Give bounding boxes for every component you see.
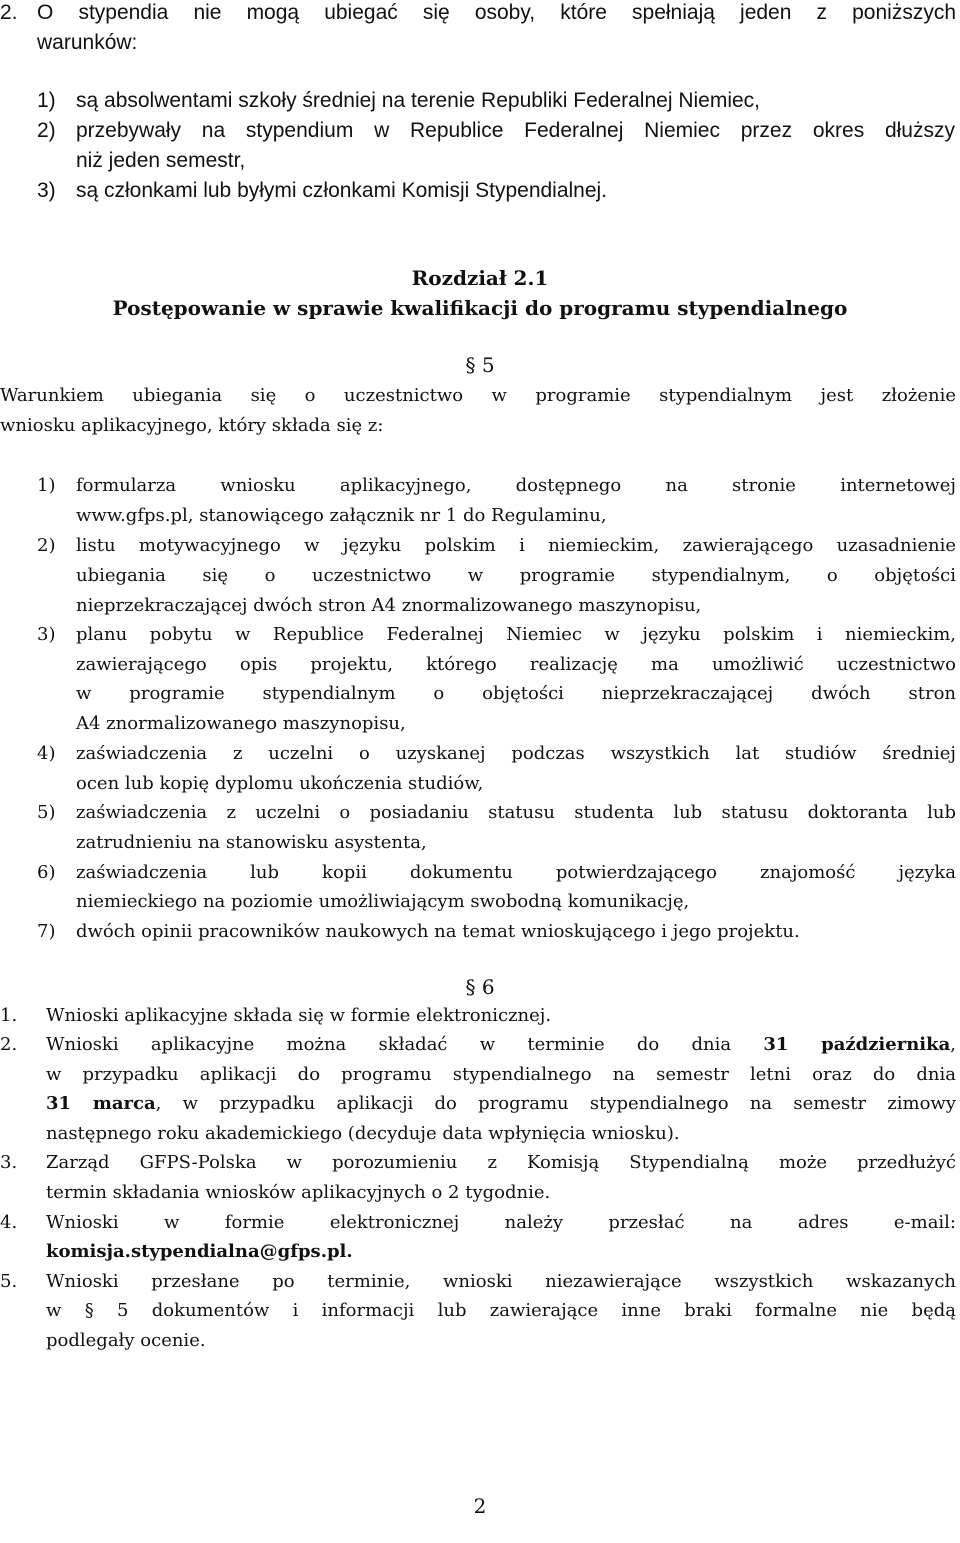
point-text: w przypadku aplikacji do programu stypendialnego na semestr letni oraz do dnia bbox=[46, 1064, 956, 1085]
page-number: 2 bbox=[473, 1494, 487, 1518]
section-sign: § bbox=[465, 353, 476, 377]
section-2-number: 2. bbox=[0, 1, 18, 24]
list-item: A4 znormalizowanego maszynopisu, bbox=[76, 713, 406, 734]
section-sign: § bbox=[84, 1300, 94, 1321]
point-text: podlegały ocenie. bbox=[46, 1330, 206, 1351]
list-item: w programie stypendialnym o objętości nieprzekraczającej dwóch stron bbox=[76, 683, 956, 704]
list-item: zaświadczenia lub kopii dokumentu potwierdzającego znajomość języka bbox=[76, 862, 956, 883]
list-item: formularza wniosku aplikacyjnego, dostępnego na stronie internetowej bbox=[76, 475, 956, 496]
paragraph-5-intro-line1: Warunkiem ubiegania się o uczestnictwo w programie stypendialnym jest złożenie bbox=[0, 385, 956, 406]
list-number: 1) bbox=[37, 89, 56, 112]
point-number: 2. bbox=[0, 1034, 18, 1055]
list-number: 7) bbox=[37, 921, 56, 942]
list-item: zatrudnieniu na stanowisku asystenta, bbox=[76, 832, 427, 853]
list-number: 3) bbox=[37, 624, 56, 645]
section-2-line1: O stypendia nie mogą ubiegać się osoby, które spełniają jeden z poniższych bbox=[37, 1, 956, 24]
list-item: zaświadczenia z uczelni o posiadaniu statusu studenta lub statusu doktoranta lub bbox=[76, 802, 956, 823]
point-number: 1. bbox=[0, 1005, 18, 1026]
list-item: zaświadczenia z uczelni o uzyskanej podczas wszystkich lat studiów średniej bbox=[76, 743, 956, 764]
point-text bbox=[46, 1300, 956, 1321]
point-text: Wnioski w formie elektronicznej należy przesłać na adres e-mail: bbox=[46, 1212, 956, 1233]
list-item: planu pobytu w Republice Federalnej Niemiec w języku polskim i niemieckim, bbox=[76, 624, 956, 645]
point-number: 4. bbox=[0, 1212, 18, 1233]
list-number: 2) bbox=[37, 535, 56, 556]
list-item: zawierającego opis projektu, którego realizację ma umożliwić uczestnictwo bbox=[76, 654, 956, 675]
list-number: 2) bbox=[37, 119, 56, 142]
point-text: następnego roku akademickiego (decyduje data wpłynięcia wniosku). bbox=[46, 1123, 680, 1144]
point-text bbox=[46, 1034, 956, 1055]
point-text: Wnioski aplikacyjne składa się w formie elektronicznej. bbox=[46, 1005, 552, 1026]
list-item: ubiegania się o uczestnictwo w programie stypendialnym, o objętości bbox=[76, 565, 956, 586]
point-text: Zarząd GFPS-Polska w porozumieniu z Komisją Stypendialną może przedłużyć bbox=[46, 1152, 956, 1173]
point-number: 5. bbox=[0, 1271, 18, 1292]
point-text-part: w bbox=[46, 1300, 85, 1321]
paragraph-5-intro-line2: wniosku aplikacyjnego, który składa się z: bbox=[0, 415, 384, 436]
list-item: dwóch opinii pracowników naukowych na temat wnioskującego i jego projektu. bbox=[76, 921, 800, 942]
list-item: są członkami lub byłymi członkami Komisji Stypendialnej. bbox=[76, 179, 608, 202]
section-2-line2: warunków: bbox=[37, 31, 138, 54]
deadline-autumn: 31 października bbox=[763, 1034, 951, 1055]
point-text: Wnioski przesłane po terminie, wnioski niezawierające wszystkich wskazanych bbox=[46, 1271, 956, 1292]
point-text-part: , w przypadku aplikacji do programu stypendialnego na semestr zimowy bbox=[155, 1093, 956, 1114]
list-item: listu motywacyjnego w języku polskim i niemieckim, zawierającego uzasadnienie bbox=[76, 535, 956, 556]
list-item: ocen lub kopię dyplomu ukończenia studiów, bbox=[76, 773, 484, 794]
list-item: przebywały na stypendium w Republice Federalnej Niemiec przez okres dłuższy bbox=[76, 119, 955, 142]
point-number: 3. bbox=[0, 1152, 18, 1173]
email-address[interactable]: komisja.stypendialna@gfps.pl. bbox=[46, 1241, 353, 1262]
list-number: 4) bbox=[37, 743, 56, 764]
list-number: 6) bbox=[37, 862, 56, 883]
point-text-part: 5 dokumentów i informacji lub zawierające inne braki formalne nie będą bbox=[93, 1300, 956, 1321]
point-text: termin składania wniosków aplikacyjnych o 2 tygodnie. bbox=[46, 1182, 551, 1203]
list-item: www.gfps.pl, stanowiącego załącznik nr 1 do Regulaminu, bbox=[76, 505, 607, 526]
list-number: 1) bbox=[37, 475, 56, 496]
point-text bbox=[46, 1093, 956, 1114]
list-item: niż jeden semestr, bbox=[76, 149, 246, 172]
paragraph-6-number: 6 bbox=[481, 975, 495, 999]
deadline-spring: 31 marca bbox=[46, 1093, 156, 1114]
point-text-part: Wnioski aplikacyjne można składać w terminie do dnia bbox=[46, 1034, 764, 1055]
list-item: niemieckiego na poziomie umożliwiającym swobodną komunikację, bbox=[76, 891, 690, 912]
section-sign: § bbox=[465, 975, 476, 999]
list-item: nieprzekraczającej dwóch stron A4 znormalizowanego maszynopisu, bbox=[76, 595, 702, 616]
list-number: 5) bbox=[37, 802, 56, 823]
list-item: są absolwentami szkoły średniej na terenie Republiki Federalnej Niemiec, bbox=[76, 89, 760, 112]
point-text-part: , bbox=[950, 1034, 956, 1055]
paragraph-5-heading bbox=[0, 353, 960, 377]
list-number: 3) bbox=[37, 179, 56, 202]
chapter-label: Rozdział 2.1 bbox=[411, 266, 549, 290]
chapter-title: Postępowanie w sprawie kwalifikacji do programu stypendialnego bbox=[112, 296, 848, 320]
paragraph-5-number: 5 bbox=[481, 353, 495, 377]
paragraph-6-heading bbox=[0, 975, 960, 999]
